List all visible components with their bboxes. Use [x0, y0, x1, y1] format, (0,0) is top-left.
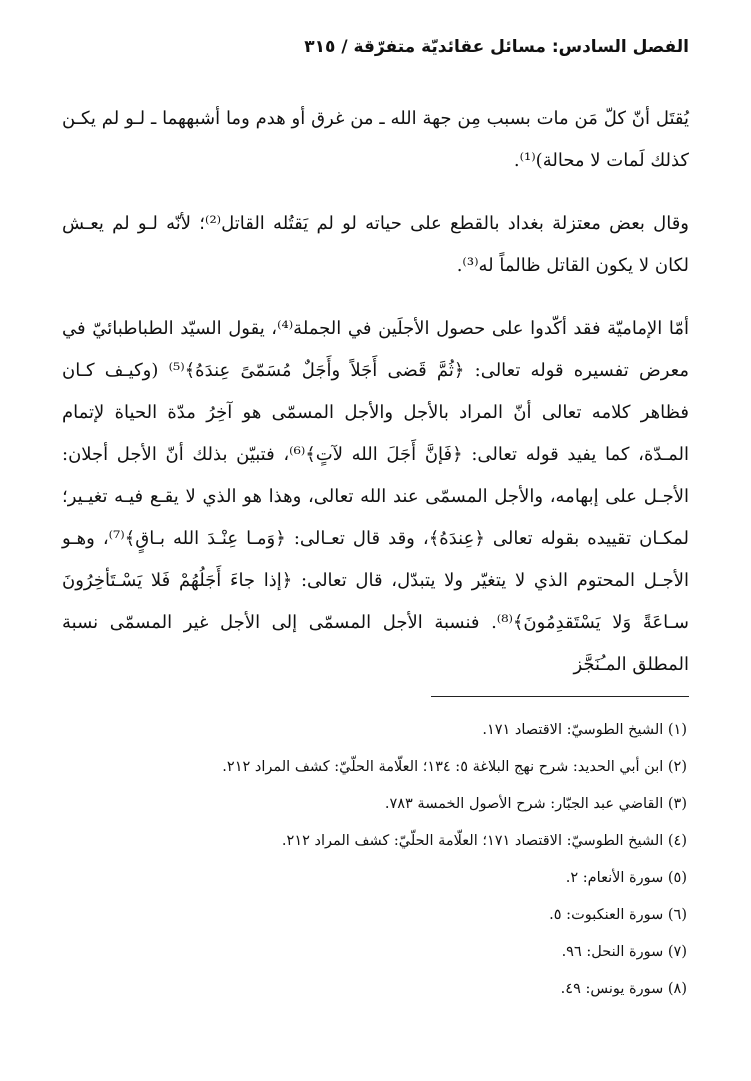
footnote: (٦) سورة العنكبوت: ٥. [549, 907, 687, 923]
running-header: الفصل السادس: مسائل عقائديّة متفرّقة / ٣١٥ [304, 37, 689, 57]
footnote: (٢) ابن أبي الحديد: شرح نهج البلاغة ٥: ١٣٤؛ العلّامة الحلّيّ: كشف المراد ٢١٢. [222, 759, 687, 775]
footnote: (٥) سورة الأنعام: ٢. [565, 870, 687, 886]
footnote: (١) الشيخ الطوسيّ: الاقتصاد ١٧١. [482, 722, 687, 738]
footnotes [62, 712, 689, 1008]
footnote: (٤) الشيخ الطوسيّ: الاقتصاد ١٧١؛ العلّامة الحلّيّ: كشف المراد ٢١٢. [281, 833, 687, 849]
paragraph: وقال بعض معتزلة بغداد بالقطع على حياته لو لم يَقتُله القاتل⁽²⁾؛ لأنّه لـو لم يعـش لكان لا يكون القاتل ظالماً له⁽³⁾. [62, 213, 689, 276]
footnote-separator [431, 696, 689, 697]
footnote: (٣) القاضي عبد الجبّار: شرح الأصول الخمسة ٧٨٣. [384, 796, 687, 812]
paragraph: يُقتَل أنّ كلّ مَن مات بسبب مِن جهة الله ـ من غرق أو هدم وما أشبههما ـ لـو لم يكـن كذلك لَمات لا محالة)⁽¹⁾. [62, 108, 689, 171]
paragraph: أمّا الإماميّة فقد أكّدوا على حصول الأجلَين في الجملة⁽⁴⁾، يقول السيّد الطباطبائيّ في معرض تفسيره قوله تعالى: ﴿ثُمَّ قَضى أَجَلاً وأَجَلٌ مُسَمّىً عِندَهُ﴾⁽⁵⁾ (وكيـف كـان فظاهر كلامه تعالى أنّ المراد بالأجل والأجل المسمّى هو آخِرُ مدّة الحياة لإتمام المـدّة، كما يفيد قوله تعالى: ﴿فَإنَّ أَجَلَ الله لآتٍ﴾⁽⁶⁾، فتبيّن بذلك أنّ الأجل أجلان: الأجـل على إبهامه، والأجل المسمّى عند الله تعالى، وهذا هو الذي لا يقـع فيـه تغيـير؛ لمكـان تقييده بقوله تعالى ﴿عِندَهُ﴾، وقد قال تعـالى: ﴿وَمـا عِنْـدَ الله بـاقٍ﴾⁽⁷⁾، وهـو الأجـل المحتوم الذي لا يتغيّر ولا يتبدّل، قال تعالى: ﴿إذا جاءَ أَجَلُهُمْ فَلا يَسْـتَأخِرُونَ سـاعَةً وَلا يَسْتَقدِمُونَ﴾⁽⁸⁾. فنسبة الأجل المسمّى إلى الأجل غير المسمّى نسبة المطلق المـُنَجَّز [62, 318, 690, 675]
footnote: (٨) سورة يونس: ٤٩. [560, 981, 687, 997]
main-text [62, 98, 689, 707]
footnote: (٧) سورة النحل: ٩٦. [561, 944, 687, 960]
